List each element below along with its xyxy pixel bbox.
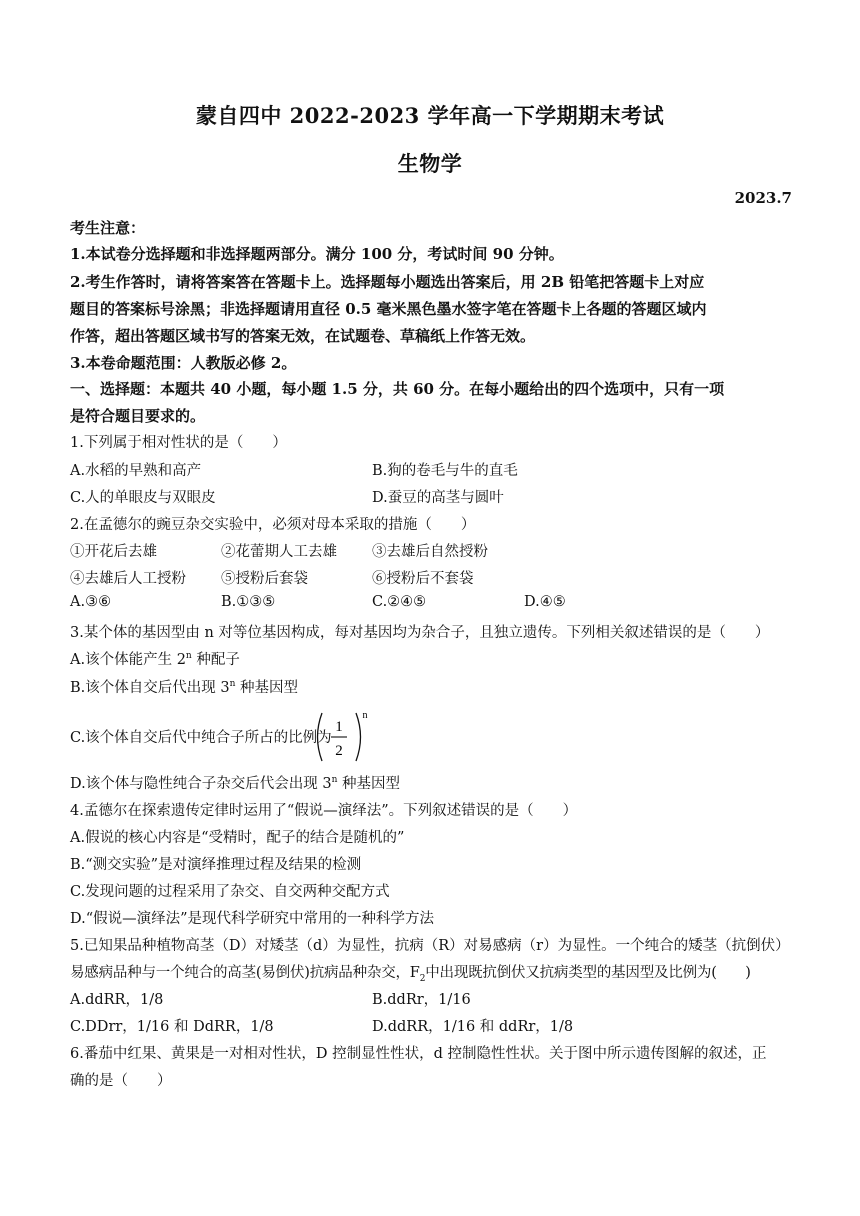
question-1-stem: 1.下列属于相对性状的是（ ）: [70, 435, 287, 451]
fraction-numerator: 1: [335, 719, 343, 735]
notice-item-3: 3.本卷命题范围：人教版必修 2。: [70, 354, 297, 372]
question-3-stem: 3.某个体的基因型由 n 对等位基因构成，每对基因均为杂合子，且独立遗传。下列相关叙述错误的是（ ）: [70, 625, 770, 641]
question-2-measure-2: ②花蕾期人工去雄: [221, 544, 337, 560]
question-4-option-c: C.发现问题的过程采用了杂交、自交两种交配方式: [70, 884, 390, 900]
exam-title: 蒙自四中 2022-2023 学年高一下学期期末考试: [195, 103, 665, 128]
notice-item-2-line-3: 作答，超出答题区域书写的答案无效，在试题卷、草稿纸上作答无效。: [70, 327, 536, 345]
question-2-measure-4: ④去雄后人工授粉: [70, 571, 186, 587]
subscript-2: 2: [419, 973, 426, 984]
fraction-denominator: 2: [335, 743, 343, 759]
notice-heading: 考生注意：: [70, 219, 146, 237]
question-3-option-b: B.该个体自交后代出现 3$^n$ 种基因型: [70, 679, 299, 696]
question-2-stem: 2.在孟德尔的豌豆杂交实验中，必须对母本采取的措施（ ）: [70, 517, 476, 533]
question-6-stem-line-2: 确的是（ ）: [70, 1073, 172, 1089]
question-2-measure-6: ⑥授粉后不套袋: [372, 571, 474, 587]
question-1-option-c: C.人的单眼皮与双眼皮: [70, 490, 216, 506]
question-1-option-b: B.狗的卷毛与牛的直毛: [372, 463, 518, 479]
question-5-option-b: B.ddRr，1/16: [372, 992, 471, 1008]
fraction-one-half-power-n: [312, 709, 370, 765]
question-2-option-c: C.②④⑤: [372, 594, 427, 610]
question-3-option-d: D.该个体与隐性纯合子杂交后代会出现 3$^n$ 种基因型: [70, 775, 400, 792]
question-5-option-c: C.DDrr，1/16 和 DdRR，1/8: [70, 1019, 274, 1035]
question-6-stem-line-1: 6.番茄中红果、黄果是一对相对性状，D 控制显性性状，d 控制隐性性状。关于图中所示遗传图解的叙述，正: [70, 1046, 767, 1062]
exam-date: 2023.7: [734, 189, 792, 207]
superscript-n: n: [331, 775, 338, 785]
question-5-option-a: A.ddRR，1/8: [70, 992, 164, 1008]
question-4-stem: 4.孟德尔在探索遗传定律时运用了“假说—演绎法”。下列叙述错误的是（ ）: [70, 803, 578, 819]
notice-item-1: 1.本试卷分选择题和非选择题两部分。满分 100 分，考试时间 90 分钟。: [70, 245, 564, 263]
superscript-n: n: [229, 679, 236, 689]
fraction-exponent: n: [362, 710, 368, 721]
notice-item-2-line-1: 2.考生作答时，请将答案答在答题卡上。选择题每小题选出答案后，用 2B 铅笔把答题卡上对应: [70, 273, 705, 291]
question-2-option-b: B.①③⑤: [221, 594, 276, 610]
question-2-measure-3: ③去雄后自然授粉: [372, 544, 488, 560]
question-4-option-b: B.“测交实验”是对演绎推理过程及结果的检测: [70, 857, 362, 873]
question-4-option-a: A.假说的核心内容是“受精时，配子的结合是随机的”: [70, 830, 405, 846]
question-2-measure-1: ①开花后去雄: [70, 544, 157, 560]
question-1-option-d: D.蚕豆的高茎与圆叶: [372, 490, 504, 506]
question-5-option-d: D.ddRR，1/16 和 ddRr，1/8: [372, 1019, 574, 1035]
exam-subject: 生物学: [397, 151, 463, 176]
question-5-stem-line-1: 5.已知果品种植物高茎（D）对矮茎（d）为显性，抗病（R）对易感病（r）为显性。一个纯合的矮茎（抗倒伏）: [70, 938, 790, 954]
question-3-option-c: C.该个体自交后代中纯合子所占的比例为: [70, 730, 332, 746]
question-5-stem-line-2: 易感病品种与一个纯合的高茎(易倒伏)抗病品种杂交，$F_2$中出现既抗倒伏又抗病类型的基因型及比例为( ): [70, 965, 751, 984]
superscript-n: n: [185, 651, 192, 661]
notice-item-2-line-2: 题目的答案标号涂黑；非选择题请用直径 0.5 毫米黑色墨水签字笔在答题卡上各题的答题区域内: [70, 300, 707, 318]
question-2-option-d: D.④⑤: [524, 594, 566, 610]
question-2-measure-5: ⑤授粉后套袋: [221, 571, 308, 587]
question-4-option-d: D.“假说—演绎法”是现代科学研究中常用的一种科学方法: [70, 911, 435, 927]
question-1-option-a: A.水稻的早熟和高产: [70, 463, 202, 479]
question-2-option-a: A.③⑥: [70, 594, 112, 610]
section-heading-line-2: 是符合题目要求的。: [70, 407, 206, 425]
section-heading-line-1: 一、选择题：本题共 40 小题，每小题 1.5 分，共 60 分。在每小题给出的四个选项中，只有一项: [70, 380, 725, 398]
question-3-option-a: A.该个体能产生 2$^n$ 种配子: [70, 651, 240, 668]
